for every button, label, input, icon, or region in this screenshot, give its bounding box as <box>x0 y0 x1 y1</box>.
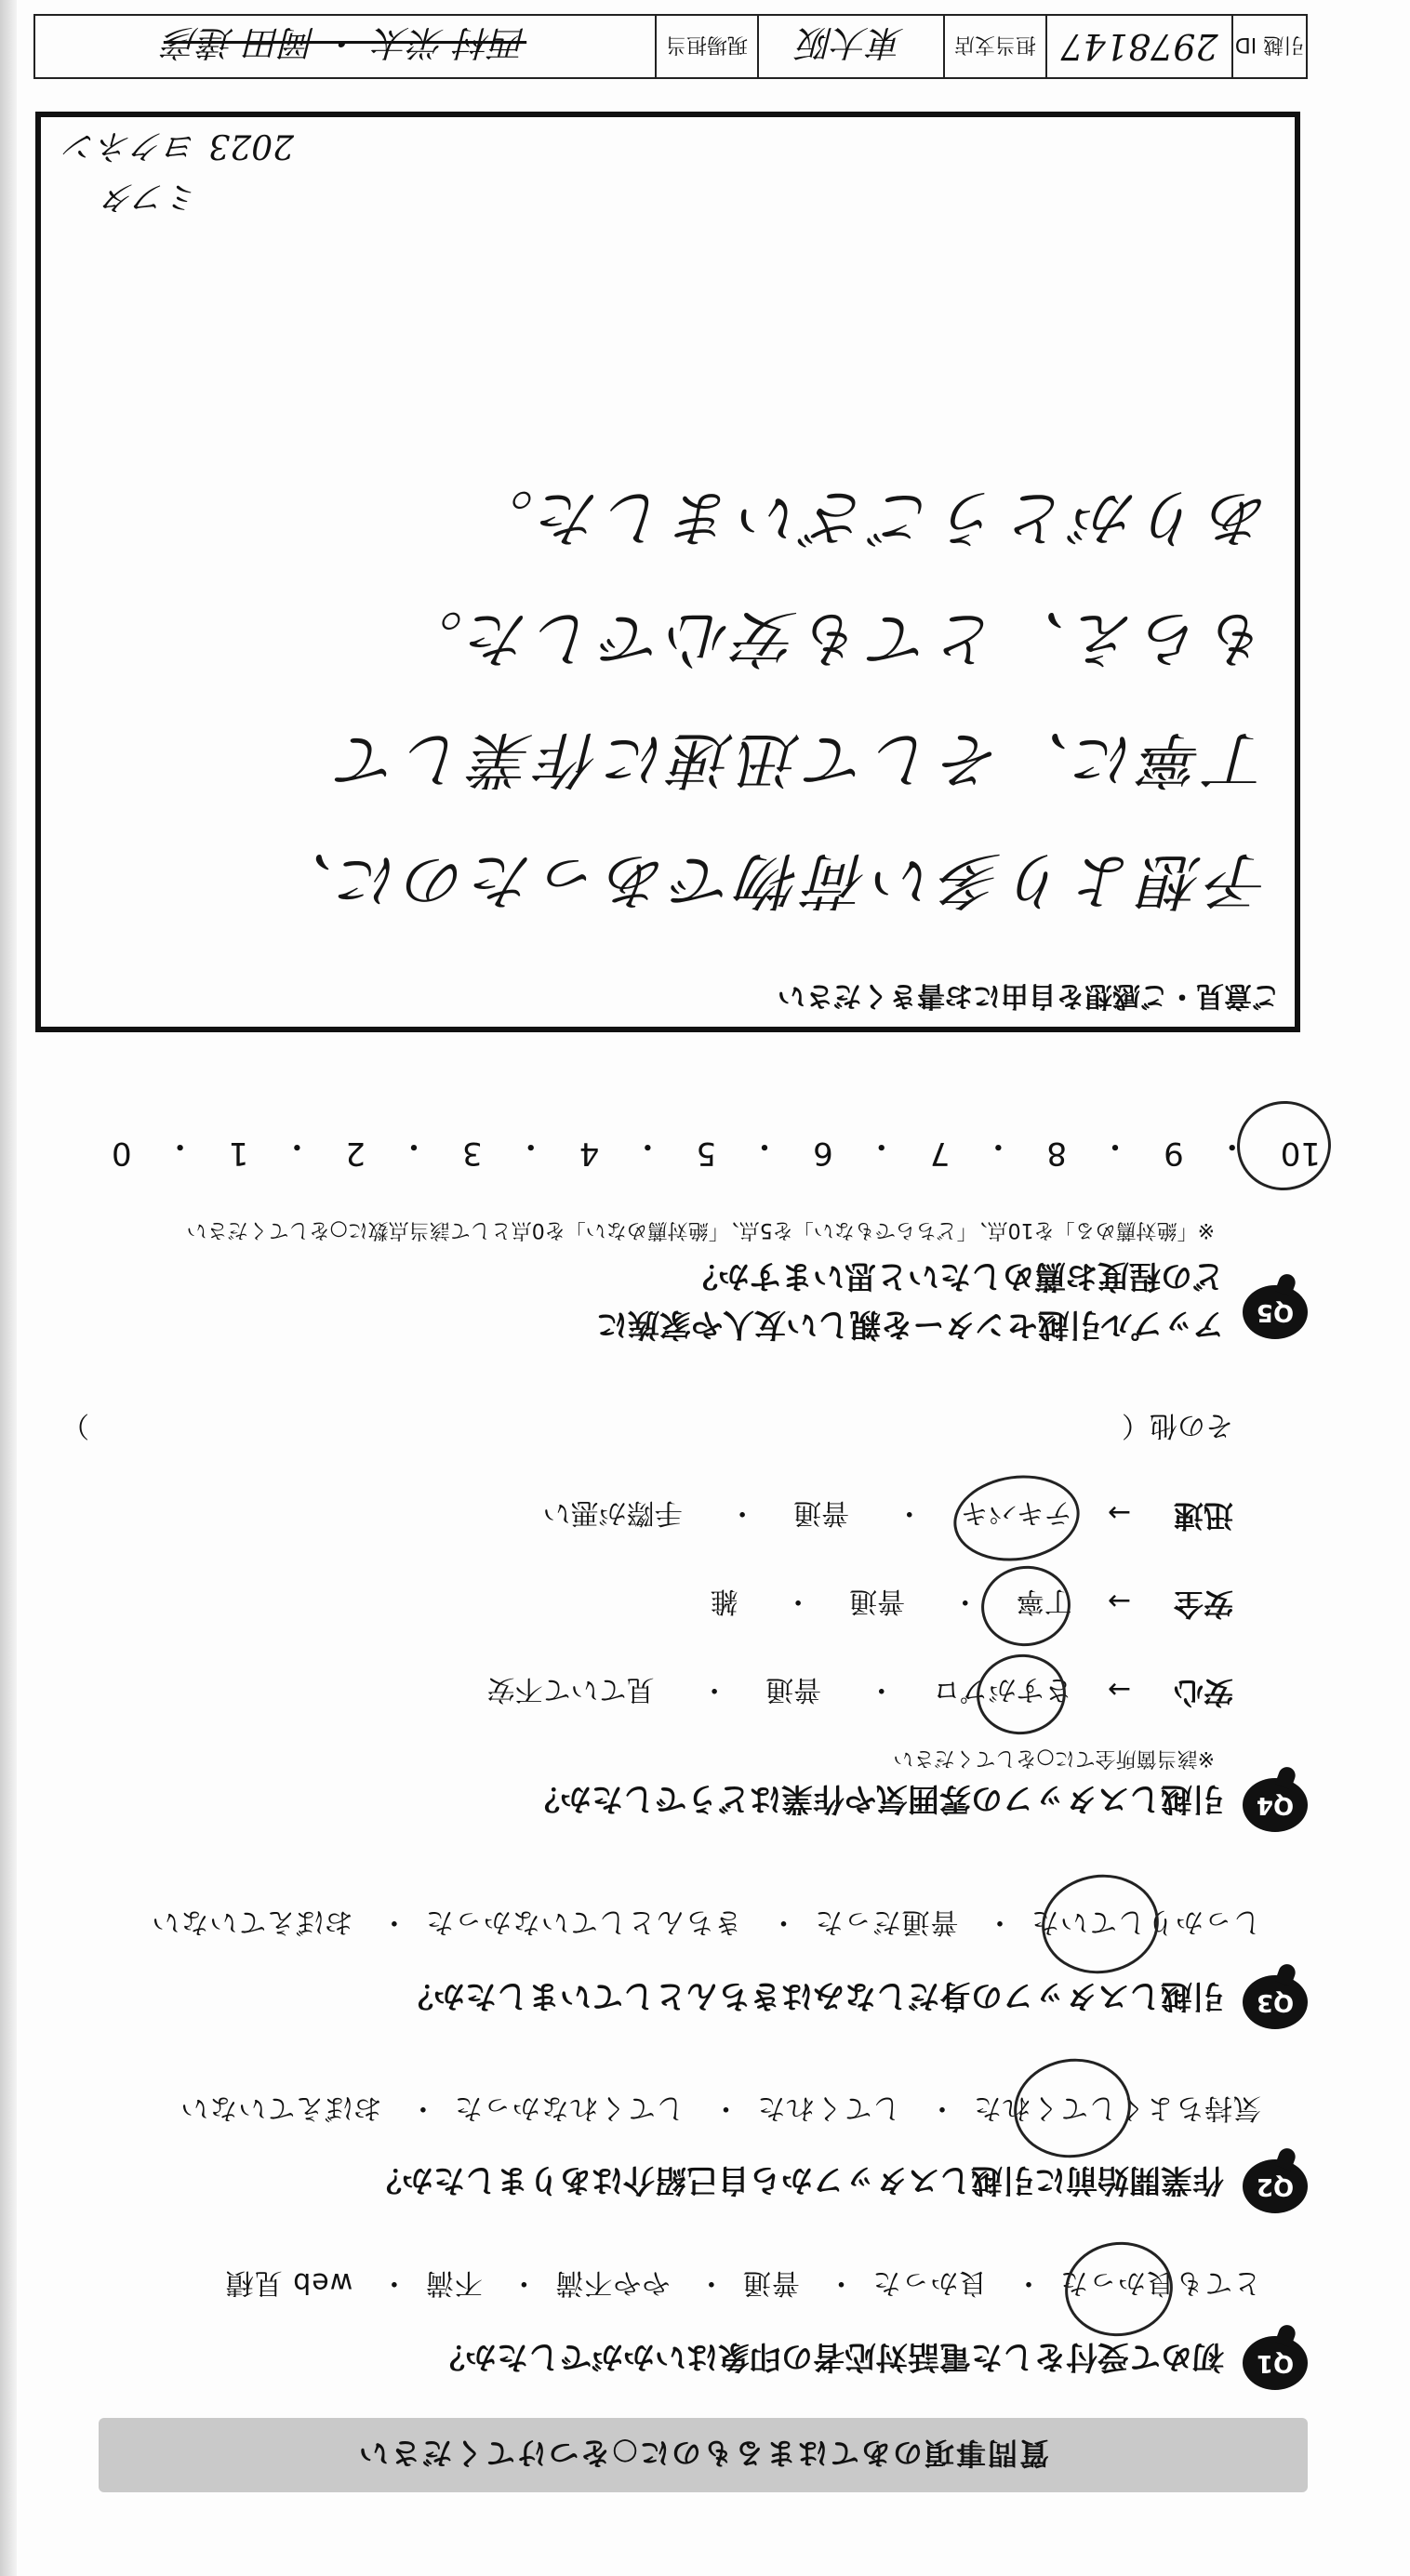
q2-badge: Q2 <box>1243 2159 1308 2213</box>
q1-option[interactable]: web 見積 <box>224 2266 353 2299</box>
scale-option[interactable]: 10 <box>1280 1135 1321 1172</box>
q4-option[interactable]: 普通 <box>849 1585 906 1617</box>
id-value: 2978147 <box>1045 16 1231 77</box>
q5-question-line2: どの程度お薦めしたいと思いますか？ <box>686 1257 1224 1295</box>
q1-badge: Q1 <box>1243 2336 1308 2390</box>
q3-option[interactable]: 普通だった <box>814 1905 959 1938</box>
q3-badge: Q3 <box>1243 1975 1308 2029</box>
q2-selection-circle <box>1007 2052 1137 2166</box>
q3-question: 引越しスタッフの身だしなみはきちんとしていましたか？ <box>402 1977 1224 2014</box>
q4-option[interactable]: 普通 <box>793 1496 850 1529</box>
q5-selection-circle <box>1231 1095 1337 1196</box>
instruction-text: 質問事項のあてはまるものに○をつけてください <box>357 2436 1049 2471</box>
arrow-icon: → <box>1107 1496 1131 1529</box>
q4-other-close: ） <box>61 1409 89 1441</box>
q1-option[interactable]: 良かった <box>871 2266 988 2299</box>
q4-option[interactable]: 見ていて不安 <box>486 1673 655 1706</box>
leader-value: 西村 栄太 ・ 岡田 達彦 <box>163 22 527 64</box>
q2-option[interactable]: してくれた <box>756 2091 901 2124</box>
q3-option[interactable]: しっかりしていた <box>1031 1905 1261 1938</box>
q4-option[interactable]: さすがプロ <box>932 1673 1072 1706</box>
scale-option[interactable]: 0 <box>112 1135 132 1172</box>
arrow-icon: → <box>1107 1585 1131 1617</box>
q4-row-label-jinsoku: 迅速 <box>1173 1498 1233 1534</box>
scale-option[interactable]: 8 <box>1046 1135 1068 1172</box>
q4-jinsoku-selection-circle <box>948 1467 1084 1569</box>
comment-line-4: ありがとうございました。 <box>467 482 1270 553</box>
leader-label: 現場担当 <box>655 16 757 77</box>
comment-line-2: 丁寧に、そして迅速に作業して <box>333 724 1270 795</box>
scale-option[interactable]: 3 <box>462 1135 483 1172</box>
q4-badge: Q4 <box>1243 1778 1308 1832</box>
scan-edge <box>0 0 17 2576</box>
q4-option[interactable]: 手際が悪い <box>542 1496 683 1529</box>
scale-option[interactable]: 9 <box>1164 1135 1184 1172</box>
q4-other-label: その他（ <box>1122 1409 1233 1441</box>
q4-anshin-selection-circle <box>971 1649 1071 1741</box>
scale-option[interactable]: 7 <box>929 1135 951 1172</box>
q4-row-options-anshin: → さすがプロ・ 普通・ 見ていて不安 <box>486 1673 1131 1706</box>
q1-question: 初めて受付をした電話対応者の印象はいかがでしたか？ <box>433 2338 1224 2375</box>
q1-option[interactable]: 普通 <box>741 2266 800 2299</box>
q4-row-options-anzen: → 丁寧・ 普通・ 雑 <box>710 1585 1131 1617</box>
info-table <box>33 14 1308 79</box>
q4-option[interactable]: 普通 <box>765 1673 822 1706</box>
id-label: 引越 ID <box>1231 16 1306 77</box>
scale-option[interactable]: 6 <box>813 1135 833 1172</box>
q5-question-line1: アップル引越センターを親しい友人や家族に <box>596 1306 1224 1343</box>
comment-line-3: もらえ、とても安心でした。 <box>396 603 1270 674</box>
margin-note-2: 2023 ヨクネン <box>64 126 294 165</box>
q4-option[interactable]: 丁寧 <box>1016 1585 1072 1617</box>
q4-row-label-anzen: 安全 <box>1173 1587 1233 1622</box>
q5-note: ※「絶対薦める」を10点、「どちらでもない」を5点、「絶対薦めない」を0点として該当点数に○をしてください <box>186 1218 1215 1242</box>
q5-badge: Q5 <box>1243 1285 1308 1339</box>
q1-selection-circle <box>1059 2235 1179 2343</box>
q1-option[interactable]: やや不満 <box>554 2266 671 2299</box>
margin-note-1: ミフタ <box>102 178 201 216</box>
q1-option[interactable]: 不満 <box>424 2266 483 2299</box>
q2-options: 気持ちよくしてくれた・ してくれた・ してくれなかった・ おぼえていない <box>180 2091 1261 2124</box>
comment-label: ご意見・ご感想を自由にお書きください <box>778 979 1280 1012</box>
q2-option[interactable]: してくれなかった <box>453 2091 685 2124</box>
q4-option[interactable]: テキパキ <box>960 1496 1072 1529</box>
q2-question: 作業開始前に引越しスタッフから自己紹介はありましたか？ <box>370 2161 1224 2198</box>
q2-option[interactable]: おぼえていない <box>180 2091 382 2124</box>
scale-option[interactable]: 1 <box>228 1135 249 1172</box>
q2-option[interactable]: 気持ちよくしてくれた <box>973 2091 1261 2124</box>
branch-label: 担当支店 <box>943 16 1045 77</box>
q1-options: とても良かった・ 良かった・ 普通・ やや不満・ 不満・ web 見積 <box>224 2266 1261 2299</box>
q4-row-label-anshin: 安心 <box>1173 1675 1233 1710</box>
branch-value: 東大阪 <box>757 16 943 77</box>
q4-question: 引越しスタッフの雰囲気や作業はどうでしたか？ <box>528 1780 1224 1817</box>
q1-option[interactable]: とても良かった <box>1059 2266 1261 2299</box>
q3-option[interactable]: おぼえていない <box>151 1905 353 1938</box>
instruction-banner <box>99 2418 1308 2492</box>
q3-option[interactable]: きちんとしていなかった <box>424 1905 742 1938</box>
q4-option[interactable]: 雑 <box>710 1585 738 1617</box>
q4-other-row <box>1122 1408 1233 1449</box>
scale-option[interactable]: 4 <box>579 1135 600 1172</box>
comment-line-1: 予想より多い荷物であったのに、 <box>266 844 1270 916</box>
arrow-icon: → <box>1107 1673 1131 1706</box>
q4-anzen-selection-circle <box>976 1560 1075 1653</box>
q4-row-options-jinsoku: → テキパキ・ 普通・ 手際が悪い <box>542 1496 1131 1529</box>
scale-option[interactable]: 2 <box>345 1135 366 1172</box>
q5-scale: 10 ・ 9 ・ 8 ・ 7 ・ 6 ・ 5 ・ 4 ・ 3 ・ 2 ・ 1 ・ 0 <box>112 1127 1321 1172</box>
q3-selection-circle <box>1035 1867 1165 1982</box>
q4-other-input[interactable] <box>103 1412 1089 1440</box>
q4-note: ※該当箇所全てに○をしてください <box>893 1746 1215 1770</box>
q3-options: しっかりしていた・ 普通だった・ きちんとしていなかった・ おぼえていない <box>151 1905 1261 1938</box>
scale-option[interactable]: 5 <box>696 1135 717 1172</box>
